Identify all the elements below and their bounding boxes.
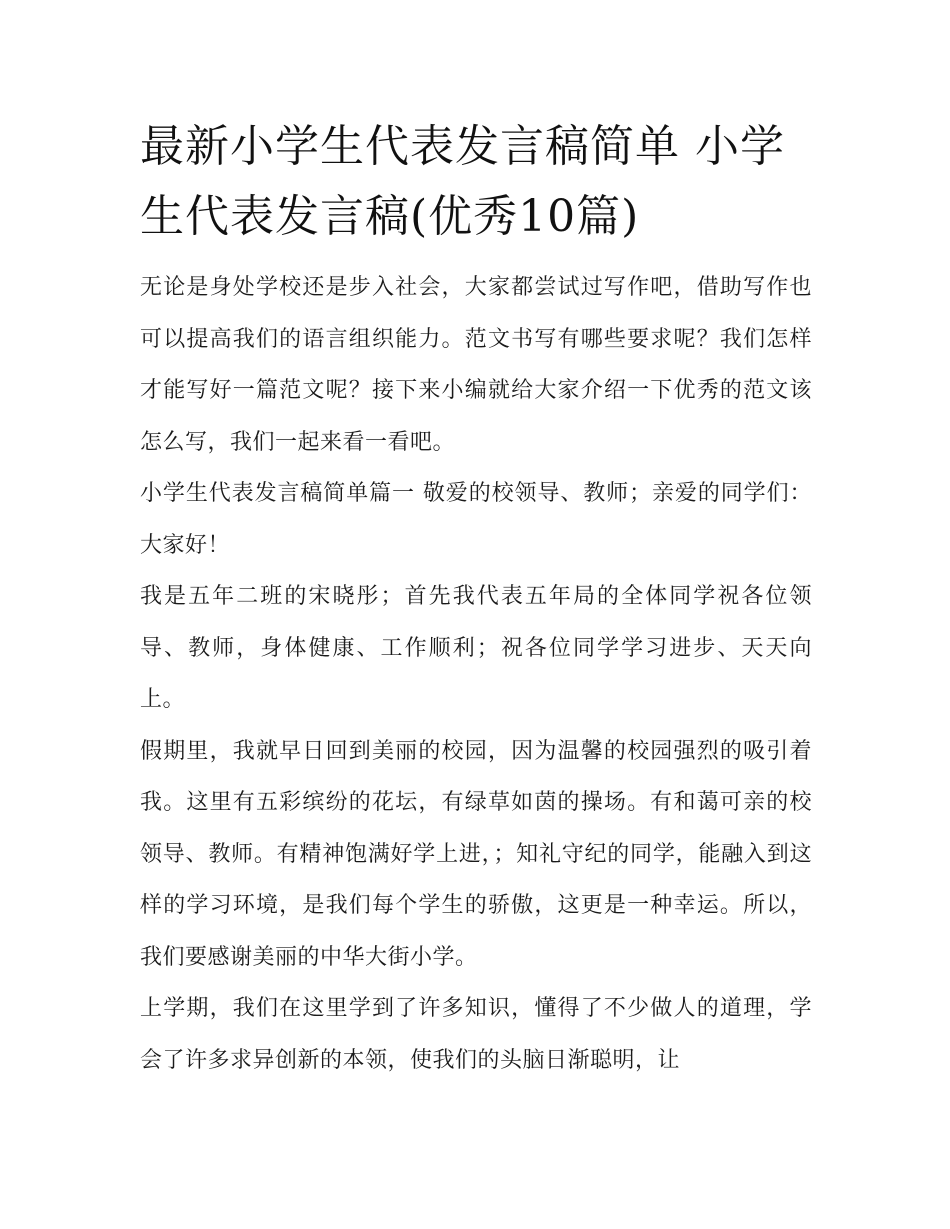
paragraph-last-semester: 上学期，我们在这里学到了许多知识，懂得了不少做人的道理，学会了许多求异创新的本领，使我们的头脑日渐聪明，让 [140,996,812,1073]
paragraph-intro: 无论是身处学校还是步入社会，大家都尝试过写作吧，借助写作也可以提高我们的语言组织能力。范文书写有哪些要求呢？我们怎样才能写好一篇范文呢？接下来小编就给大家介绍一下优秀的范文该怎么写，我们一起来看一看吧。 [140,275,812,455]
paragraph-greeting: 小学生代表发言稿简单篇一 敬爱的校领导、教师；亲爱的同学们： 大家好！ [140,481,812,558]
paragraph-self-introduction: 我是五年二班的宋晓彤；首先我代表五年局的全体同学祝各位领导、教师，身体健康、工作顺利；祝各位同学学习进步、天天向上。 [140,584,812,712]
document-title: 最新小学生代表发言稿简单 小学生代表发言稿(优秀10篇) [140,121,785,242]
paragraph-campus: 假期里，我就早日回到美丽的校园，因为温馨的校园强烈的吸引着我。这里有五彩缤纷的花坛，有绿草如茵的操场。有和蔼可亲的校领导、教师。有精神饱满好学上进，；知礼守纪的同学，能融入到这样的学习环境，是我们每个学生的骄傲，这更是一种幸运。所以，我们要感谢美丽的中华大街小学。 [140,738,812,970]
document-body [140,112,812,1086]
